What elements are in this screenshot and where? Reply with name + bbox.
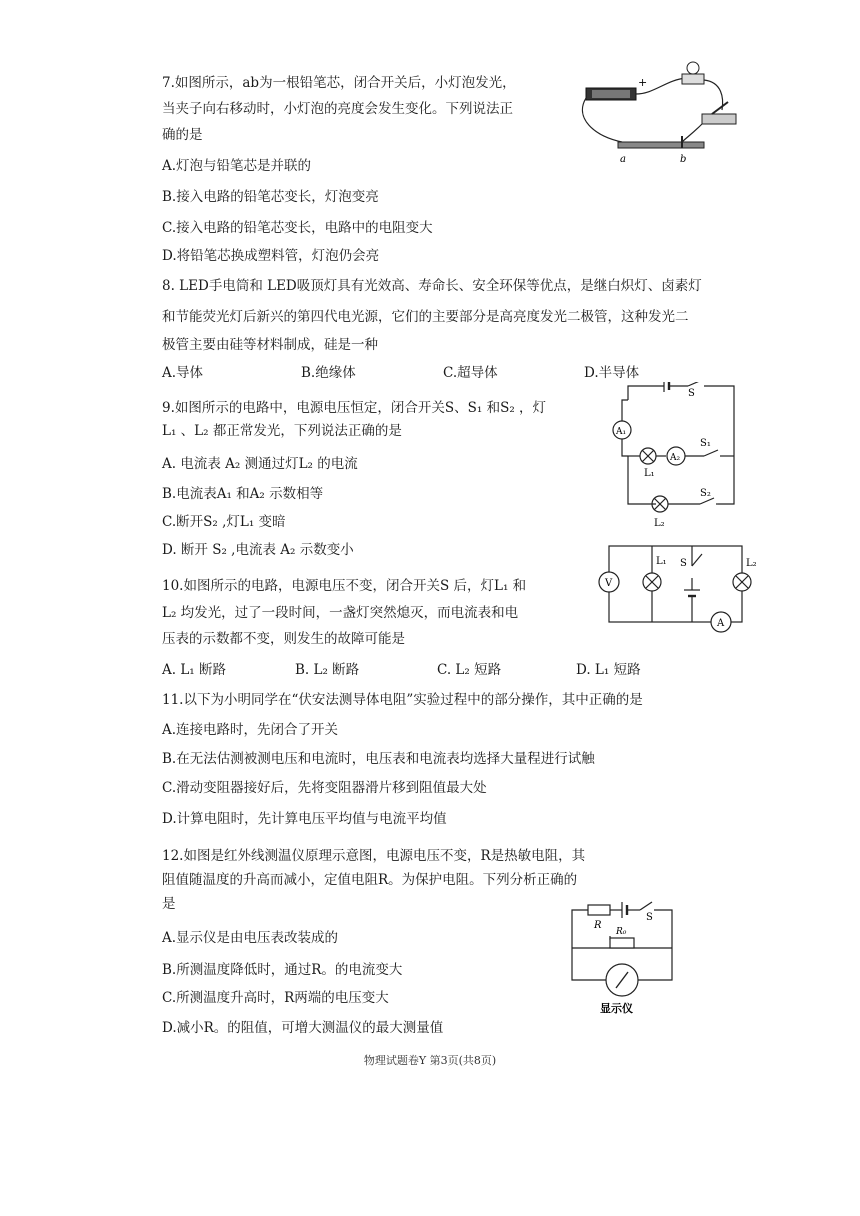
q11-option-a: A.连接电路时，先闭合了开关 [162,722,339,738]
q12-stem-line-2: 阻值随温度的升高而减小，定值电阻R。为保护电阻。下列分析正确的 [162,872,578,888]
q10-option-d: D. L₁ 短路 [576,662,641,678]
page-footer: 物理试题卷Y 第3页(共8页) [363,1054,497,1067]
q12-option-d: D.减小R。的阻值，可增大测温仪的最大测量值 [162,1020,444,1036]
q9-fig-label-a1: A₁ [616,427,627,437]
q12-fig-label-r0: R₀ [616,927,627,937]
q9-fig-label-l1: L₁ [644,468,655,479]
q10-fig-label-a: A [717,618,725,629]
q10-stem-line-1: 10.如图所示的电路，电源电压不变，闭合开关S 后，灯L₁ 和 [162,578,527,594]
q8-option-c: C.超导体 [443,365,498,381]
q10-fig-label-l2: L₂ [746,558,757,569]
q9-fig-label-l2: L₂ [654,518,665,529]
q7-stem-line-1: 7.如图所示，ab为一根铅笔芯，闭合开关后，小灯泡发光， [162,75,516,91]
q10-option-c: C. L₂ 短路 [437,662,502,678]
q11-option-d: D.计算电阻时，先计算电压平均值与电流平均值 [162,811,447,827]
q9-stem-line-1: 9.如图所示的电路中，电源电压恒定，闭合开关S、S₁ 和S₂ ，灯 [162,400,547,416]
q12-option-b: B.所测温度降低时，通过R。的电流变大 [162,962,403,978]
q10-fig-label-s: S [680,558,687,569]
q9-option-b: B.电流表A₁ 和A₂ 示数相等 [162,486,324,502]
q9-parallel-circuit-figure [608,382,743,532]
q10-circuit-figure [594,540,764,634]
q9-stem-line-2: L₁ 、L₂ 都正常发光，下列说法正确的是 [162,423,402,439]
q12-fig-label-s: S [646,912,653,923]
q10-option-a: A. L₁ 断路 [162,662,226,678]
q12-option-a: A.显示仪是由电压表改装成的 [162,930,339,946]
q8-stem-line-3: 极管主要由硅等材料制成，硅是一种 [162,337,378,353]
q10-stem-line-3: 压表的示数都不变，则发生的故障可能是 [162,631,405,647]
q12-fig-label-display: 显示仪 [600,1002,633,1015]
q7-stem-line-3: 确的是 [162,127,203,143]
q7-pencil-circuit-figure [574,58,744,170]
q9-fig-label-s: S [688,388,695,399]
q10-fig-label-v: V [605,578,613,589]
q9-fig-label-a2: A₂ [670,453,681,463]
q11-option-b: B.在无法估测被测电压和电流时，电压表和电流表均选择大量程进行试触 [162,751,595,767]
q8-stem-line-2: 和节能荧光灯后新兴的第四代电光源，它们的主要部分是高亮度发光二极管，这种发光二 [162,309,689,325]
q8-option-d: D.半导体 [584,365,640,381]
q12-option-c: C.所测温度升高时，R两端的电压变大 [162,990,389,1006]
q8-stem-line-1: 8. LED手电筒和 LED吸顶灯具有光效高、寿命长、安全环保等优点，是继白炽灯、卤素灯 [162,278,702,294]
q11-stem: 11.以下为小明同学在“伏安法测导体电阻”实验过程中的部分操作，其中正确的是 [162,692,643,708]
q7-fig-plus: + [638,76,648,89]
q7-fig-label-a: a [620,154,626,165]
q11-option-c: C.滑动变阻器接好后，先将变阻器滑片移到阻值最大处 [162,780,487,796]
q10-fig-label-l1: L₁ [656,556,667,567]
q7-option-a: A.灯泡与铅笔芯是并联的 [162,158,312,174]
q12-thermometer-circuit-figure [560,900,690,1020]
q7-option-d: D.将铅笔芯换成塑料管，灯泡仍会亮 [162,248,380,264]
q7-stem-line-2: 当夹子向右移动时，小灯泡的亮度会发生变化。下列说法正 [162,101,513,117]
q9-option-a: A. 电流表 A₂ 测通过灯L₂ 的电流 [162,456,358,472]
q7-option-b: B.接入电路的铅笔芯变长，灯泡变亮 [162,189,379,205]
q12-stem-line-3: 是 [162,896,176,912]
q10-stem-line-2: L₂ 均发光，过了一段时间，一盏灯突然熄灭，而电流表和电 [162,605,519,621]
q9-fig-label-s2: S₂ [700,488,711,499]
q7-option-c: C.接入电路的铅笔芯变长，电路中的电阻变大 [162,220,433,236]
q12-fig-label-r: R [594,920,602,931]
q9-option-d: D. 断开 S₂ ,电流表 A₂ 示数变小 [162,542,354,558]
q8-option-b: B.绝缘体 [301,365,356,381]
q7-fig-label-b: b [680,154,687,165]
q9-fig-label-s1: S₁ [700,438,711,449]
q8-option-a: A.导体 [162,365,204,381]
q10-option-b: B. L₂ 断路 [295,662,360,678]
q9-option-c: C.断开S₂ ,灯L₁ 变暗 [162,514,286,530]
q12-stem-line-1: 12.如图是红外线测温仪原理示意图，电源电压不变，R是热敏电阻，其 [162,848,586,864]
